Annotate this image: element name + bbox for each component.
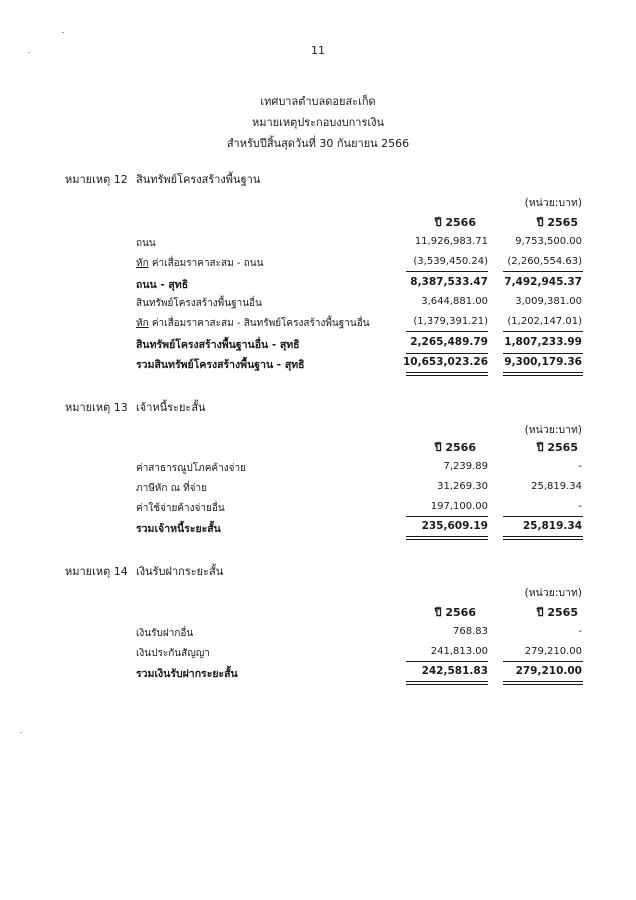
note-12-row-3-label: สินทรัพย์โครงสร้างพื้นฐานอื่น	[136, 298, 262, 309]
note-13-row-1-label: ภาษีหัก ณ ที่จ่าย	[136, 483, 208, 494]
note-12-row-0-label: ถนน	[136, 238, 156, 249]
note-12-row-3-current: 3,644,881.00	[421, 296, 488, 307]
note-12-row-5-current: 2,265,489.79	[410, 336, 488, 348]
underline	[406, 353, 488, 354]
note-12-row-2-prior: 7,492,945.37	[504, 276, 582, 288]
underline	[503, 331, 583, 332]
underline	[406, 331, 488, 332]
note-13-row-1-current: 31,269.30	[437, 481, 488, 492]
note-13-row-2-current: 197,100.00	[430, 501, 488, 512]
note-14-row-0-current: 768.83	[453, 626, 488, 637]
underline	[406, 661, 488, 662]
underline	[406, 516, 488, 517]
note-13-label: หมายเหตุ 13	[65, 401, 128, 414]
note-12-row-6-prior: 9,300,179.36	[504, 356, 582, 368]
scan-speck	[62, 32, 64, 33]
double-underline	[503, 372, 583, 376]
header-title: หมายเหตุประกอบงบการเงิน	[251, 116, 385, 129]
page-number: 11	[311, 44, 325, 57]
note-14-row-0-prior: -	[578, 626, 582, 637]
underline	[503, 271, 583, 272]
note-13-row-2-prior: -	[578, 501, 582, 512]
double-underline	[406, 536, 488, 540]
underline	[503, 661, 583, 662]
note-13-row-2-label: ค่าใช้จ่ายค้างจ่ายอื่น	[136, 503, 225, 514]
less-prefix: หัก	[136, 258, 149, 269]
note-14-unit: (หน่วย:บาท)	[524, 587, 582, 599]
note-13-unit: (หน่วย:บาท)	[524, 424, 582, 436]
note-12-row-2-label: ถนน - สุทธิ	[136, 279, 189, 291]
underline	[406, 271, 488, 272]
note-12-unit: (หน่วย:บาท)	[524, 197, 582, 209]
note-14-row-0-label: เงินรับฝากอื่น	[136, 628, 194, 639]
header-period: สำหรับปีสิ้นสุดวันที่ 30 กันยายน 2566	[226, 137, 410, 150]
underline	[503, 516, 583, 517]
note-12-row-1-prior: (2,260,554.63)	[507, 256, 582, 267]
note-14-row-2-label: รวมเงินรับฝากระยะสั้น	[136, 668, 238, 680]
note-14-row-1-prior: 279,210.00	[524, 646, 582, 657]
note-13-row-0-label: ค่าสาธารณูปโภคค้างจ่าย	[136, 463, 246, 474]
double-underline	[503, 536, 583, 540]
note-13-title: เจ้าหนี้ระยะสั้น	[136, 401, 206, 414]
note-14-row-2-current: 242,581.83	[421, 665, 488, 677]
note-12-title: สินทรัพย์โครงสร้างพื้นฐาน	[136, 173, 261, 186]
note-14-label: หมายเหตุ 14	[65, 565, 128, 578]
note-12-row-1-current: (3,539,450.24)	[413, 256, 488, 267]
note-14-title: เงินรับฝากระยะสั้น	[136, 565, 224, 578]
note-12-row-3-prior: 3,009,381.00	[515, 296, 582, 307]
double-underline	[406, 372, 488, 376]
double-underline	[503, 681, 583, 685]
less-prefix: หัก	[136, 318, 149, 329]
note-12-row-4-text: ค่าเสื่อมราคาสะสม - สินทรัพย์โครงสร้างพื้นฐานอื่น	[151, 318, 370, 329]
note-12-row-5-prior: 1,807,233.99	[504, 336, 582, 348]
note-13-row-3-current: 235,609.19	[421, 520, 488, 532]
note-14-row-2-prior: 279,210.00	[515, 665, 582, 677]
note-12-year-prior: ปี 2565	[536, 216, 578, 229]
note-14-year-prior: ปี 2565	[536, 606, 578, 619]
note-12-row-4-current: (1,379,391.21)	[413, 316, 488, 327]
note-14-year-current: ปี 2566	[434, 606, 476, 619]
note-13-row-0-current: 7,239.89	[443, 461, 488, 472]
note-14-row-1-label: เงินประกันสัญญา	[136, 648, 210, 659]
underline	[503, 353, 583, 354]
note-13-year-prior: ปี 2565	[536, 441, 578, 454]
note-12-row-1-text: ค่าเสื่อมราคาสะสม - ถนน	[151, 258, 264, 269]
note-13-row-0-prior: -	[578, 461, 582, 472]
note-13-row-3-label: รวมเจ้าหนี้ระยะสั้น	[136, 523, 221, 535]
note-12-row-1-label	[136, 256, 263, 271]
note-12-row-0-prior: 9,753,500.00	[515, 236, 582, 247]
scan-speck	[20, 732, 22, 733]
note-12-year-current: ปี 2566	[434, 216, 476, 229]
note-12-row-4-label	[136, 316, 370, 331]
note-13-row-3-prior: 25,819.34	[522, 520, 582, 532]
note-12-row-6-label: รวมสินทรัพย์โครงสร้างพื้นฐาน - สุทธิ	[136, 359, 305, 371]
double-underline	[406, 681, 488, 685]
note-12-row-2-current: 8,387,533.47	[410, 276, 488, 288]
note-12-row-4-prior: (1,202,147.01)	[507, 316, 582, 327]
note-12-row-5-label: สินทรัพย์โครงสร้างพื้นฐานอื่น - สุทธิ	[136, 339, 300, 351]
note-12-label: หมายเหตุ 12	[65, 173, 128, 186]
note-13-row-1-prior: 25,819.34	[531, 481, 582, 492]
note-12-row-6-current: 10,653,023.26	[402, 356, 488, 368]
header-org: เทศบาลตำบลดอยสะเก็ด	[260, 95, 376, 108]
note-13-year-current: ปี 2566	[434, 441, 476, 454]
note-14-row-1-current: 241,813.00	[430, 646, 488, 657]
note-12-row-0-current: 11,926,983.71	[414, 236, 488, 247]
